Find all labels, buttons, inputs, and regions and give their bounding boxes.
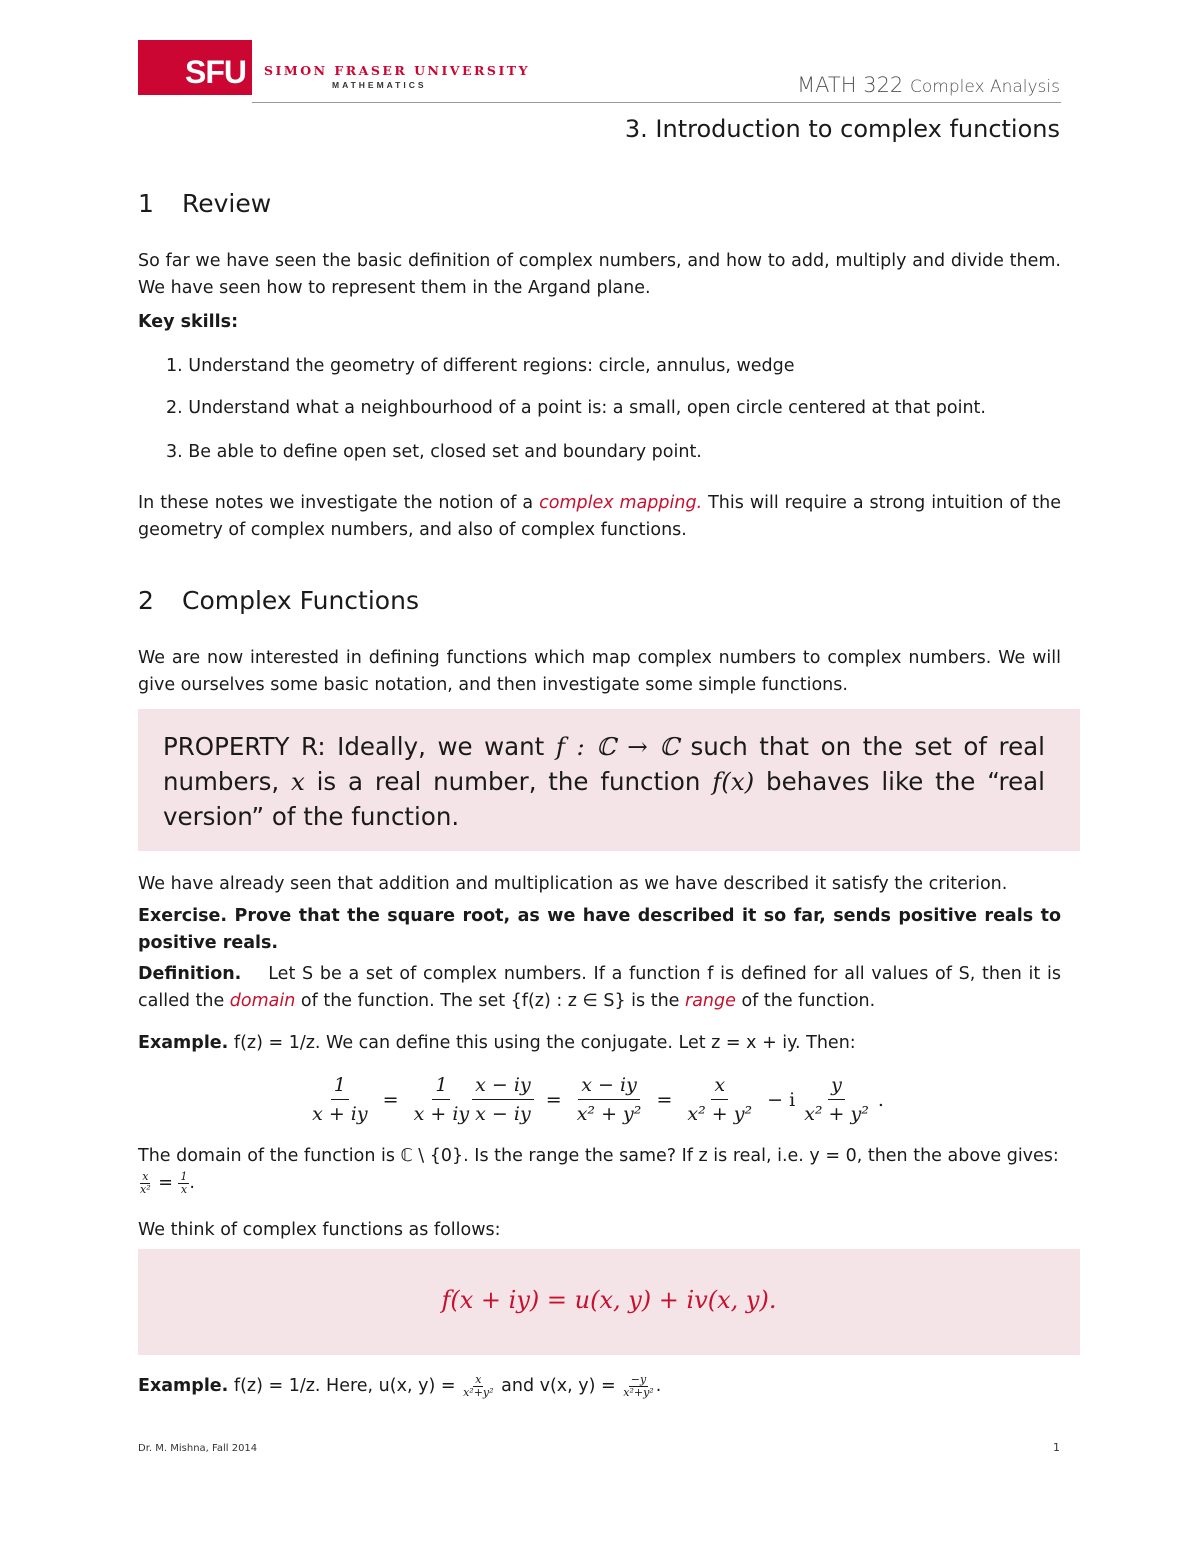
definition-paragraph: Definition. Let S be a set of complex numbers. If a function f is defined for all values of S, then it is called the domain of the function. The set {f(z) : z ∈ S} is the range of the function.: [138, 964, 1061, 1011]
page-number: 1: [1053, 1441, 1060, 1454]
domain-term: domain: [229, 991, 296, 1011]
review-intro: So far we have seen the basic definition of complex numbers, and how to add, multiply and divide them. We have seen how to represent them in the Argand plane.: [138, 251, 1061, 298]
fraction: $\frac{y}{\text{x² + y²}}$: [801, 1071, 872, 1128]
key-skills-label: Key skills:: [138, 312, 239, 332]
complex-mapping-term: complex mapping.: [539, 493, 703, 513]
footer-author: Dr. M. Mishna, Fall 2014: [138, 1443, 258, 1454]
section-2-heading: 2 Complex Functions: [138, 586, 419, 615]
fraction: $\frac{x}{\text{x²}}$: [140, 1169, 151, 1196]
example-2: Example. f(z) = 1/z. Here, u(x, y) = $\frac{x}{\text{x²+y²}}$ and v(x, y) = $\frac{-y}{\text{x²+y²}}$ .: [138, 1372, 662, 1399]
list-item: 3. Be able to define open set, closed set and boundary point.: [166, 442, 702, 462]
document-title: 3. Introduction to complex functions: [624, 115, 1060, 143]
domain-paragraph: The domain of the function is ℂ \ {0}. Is the range the same? If z is real, i.e. y = 0, then the above gives: $\frac{x}{\text{x²}}$ = $\frac{1}{x}$ .: [138, 1146, 1059, 1196]
uv-formula: f(x + iy) = u(x, y) + iv(x, y).: [441, 1286, 777, 1314]
course-title: MATH 322 Complex Analysis: [797, 73, 1060, 97]
section-1-heading: 1 Review: [138, 189, 272, 218]
list-item: 1. Understand the geometry of different regions: circle, annulus, wedge: [166, 356, 795, 376]
range-term: range: [685, 991, 736, 1011]
property-r-text: PROPERTY R: Ideally, we want f : ℂ → ℂ such that on the set of real numbers, x is a real number, the function f(x) behaves like the “real version” of the function.: [163, 732, 1045, 831]
fraction: $\frac{x}{\text{x² + y²}}$: [684, 1071, 755, 1128]
list-item: 2. Understand what a neighbourhood of a point is: a small, open circle centered at that point.: [166, 398, 986, 418]
fraction: $\frac{x - iy}{x - iy}$: [472, 1071, 534, 1128]
fraction: $\frac{-y}{\text{x²+y²}}$: [623, 1372, 654, 1399]
header-rule: [252, 102, 1061, 103]
sfu-logo: SFU: [138, 40, 252, 95]
fraction: $\frac{1}{x + iy}$: [309, 1071, 371, 1128]
fraction: $\frac{x - iy}{\text{x² + y²}}$: [574, 1071, 645, 1128]
exercise-paragraph: Exercise. Prove that the square root, as we have described it so far, sends positive reals to positive reals.: [138, 906, 1061, 953]
think-sentence: We think of complex functions as follows:: [138, 1220, 501, 1240]
functions-intro: We are now interested in defining functions which map complex numbers to complex numbers. We will give ourselves some basic notation, and then investigate some simple functions.: [138, 648, 1061, 695]
university-name: SIMON FRASER UNIVERSITY: [264, 63, 531, 78]
criterion-sentence: We have already seen that addition and multiplication as we have described it satisfy the criterion.: [138, 874, 1008, 894]
conjugate-equation: $\frac{1}{x + iy}$ = $\frac{1}{x + iy}$ $\frac{x - iy}{x - iy}$ = $\frac{x - iy}{\text{x² + y²}}$ = $\frac{x}{\text{x² + y²}}$ − i $\frac{y}{\text{x² + y²}}$ .: [138, 1071, 1061, 1128]
department-name: MATHEMATICS: [332, 80, 427, 90]
fraction: $\frac{x}{\text{x²+y²}}$: [463, 1372, 494, 1399]
example-1: Example. f(z) = 1/z. We can define this using the conjugate. Let z = x + iy. Then:: [138, 1033, 856, 1053]
fraction: $\frac{1}{x}$: [180, 1169, 188, 1196]
notes-paragraph: In these notes we investigate the notion of a complex mapping. This will require a strong intuition of the geometry of complex numbers, and also of complex functions.: [138, 493, 1061, 540]
fraction: $\frac{1}{x + iy}$: [411, 1071, 473, 1128]
